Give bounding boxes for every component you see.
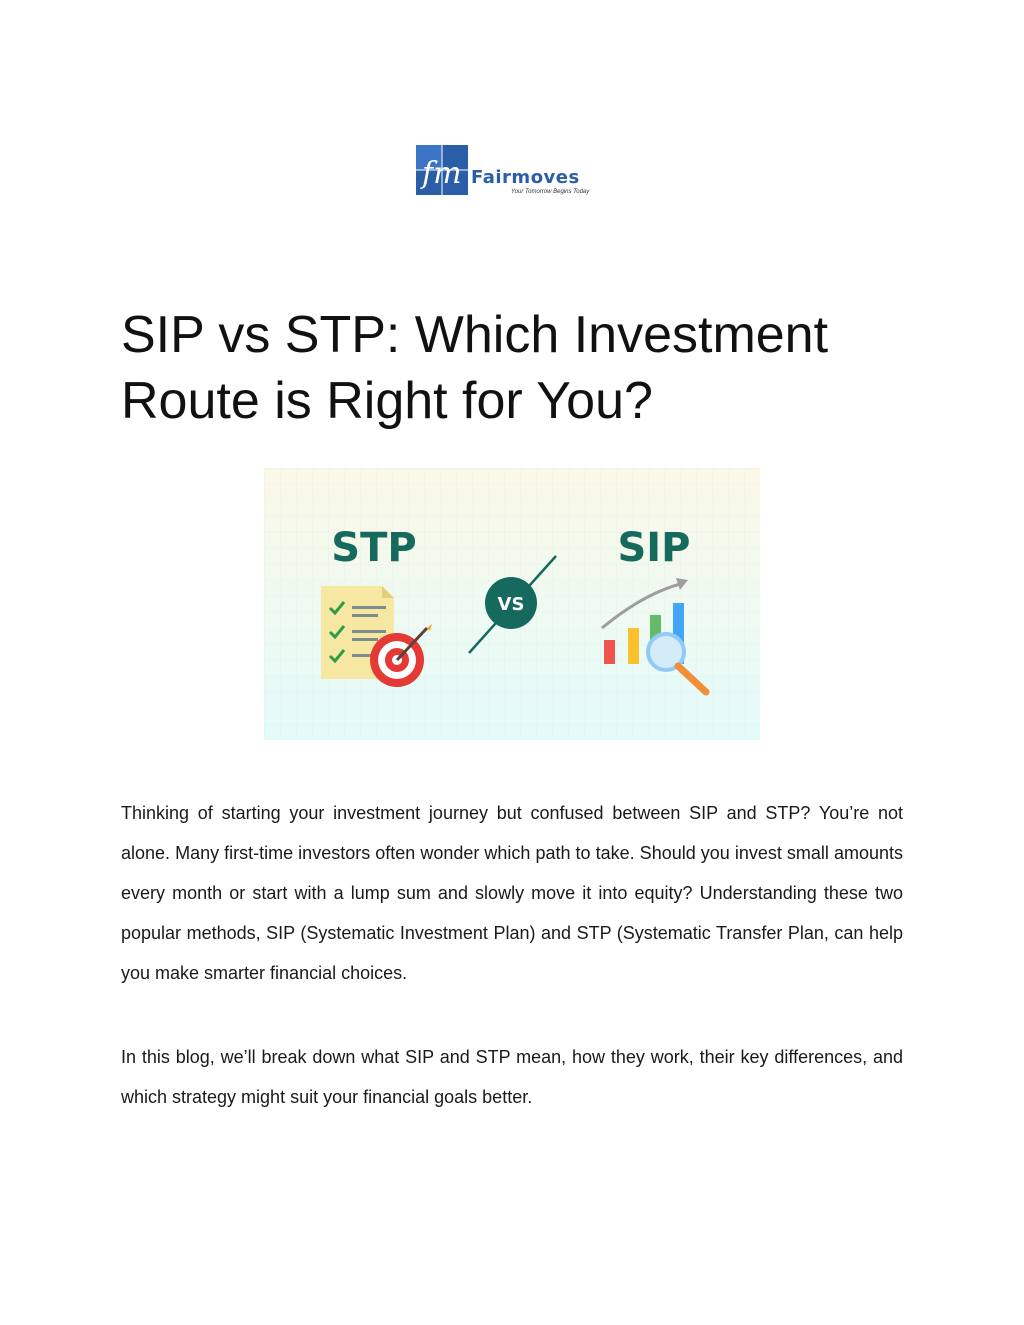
svg-text:fm: fm	[422, 156, 462, 191]
fm-monogram-icon	[416, 145, 468, 195]
vs-label: VS	[497, 594, 525, 615]
brand-name: Fairmoves	[471, 167, 580, 188]
page-title: SIP vs STP: Which Investment Route is Right for You?	[121, 306, 829, 430]
brand-tagline: Your Tomorrow Begins Today	[511, 189, 590, 195]
sip-heading: SIP	[617, 525, 691, 571]
brand-logo	[416, 145, 590, 199]
blog-overview-paragraph: In this blog, we’ll break down what SIP and STP mean, how they work, their key differences, and which strategy might suit your financial goals better.	[121, 1047, 903, 1107]
intro-paragraph: Thinking of starting your investment journey but confused between SIP and STP? You’re not alone. Many first-time investors often wonder which path to take. Should you invest small amounts every month or start with a lump sum and slowly move it into equity? Understanding these two popular methods, SIP (Systematic Investment Plan) and STP (Systematic Transfer Plan, can help you make smarter financial choices.	[121, 803, 903, 983]
hero-illustration	[264, 468, 760, 740]
stp-heading: STP	[331, 525, 417, 571]
